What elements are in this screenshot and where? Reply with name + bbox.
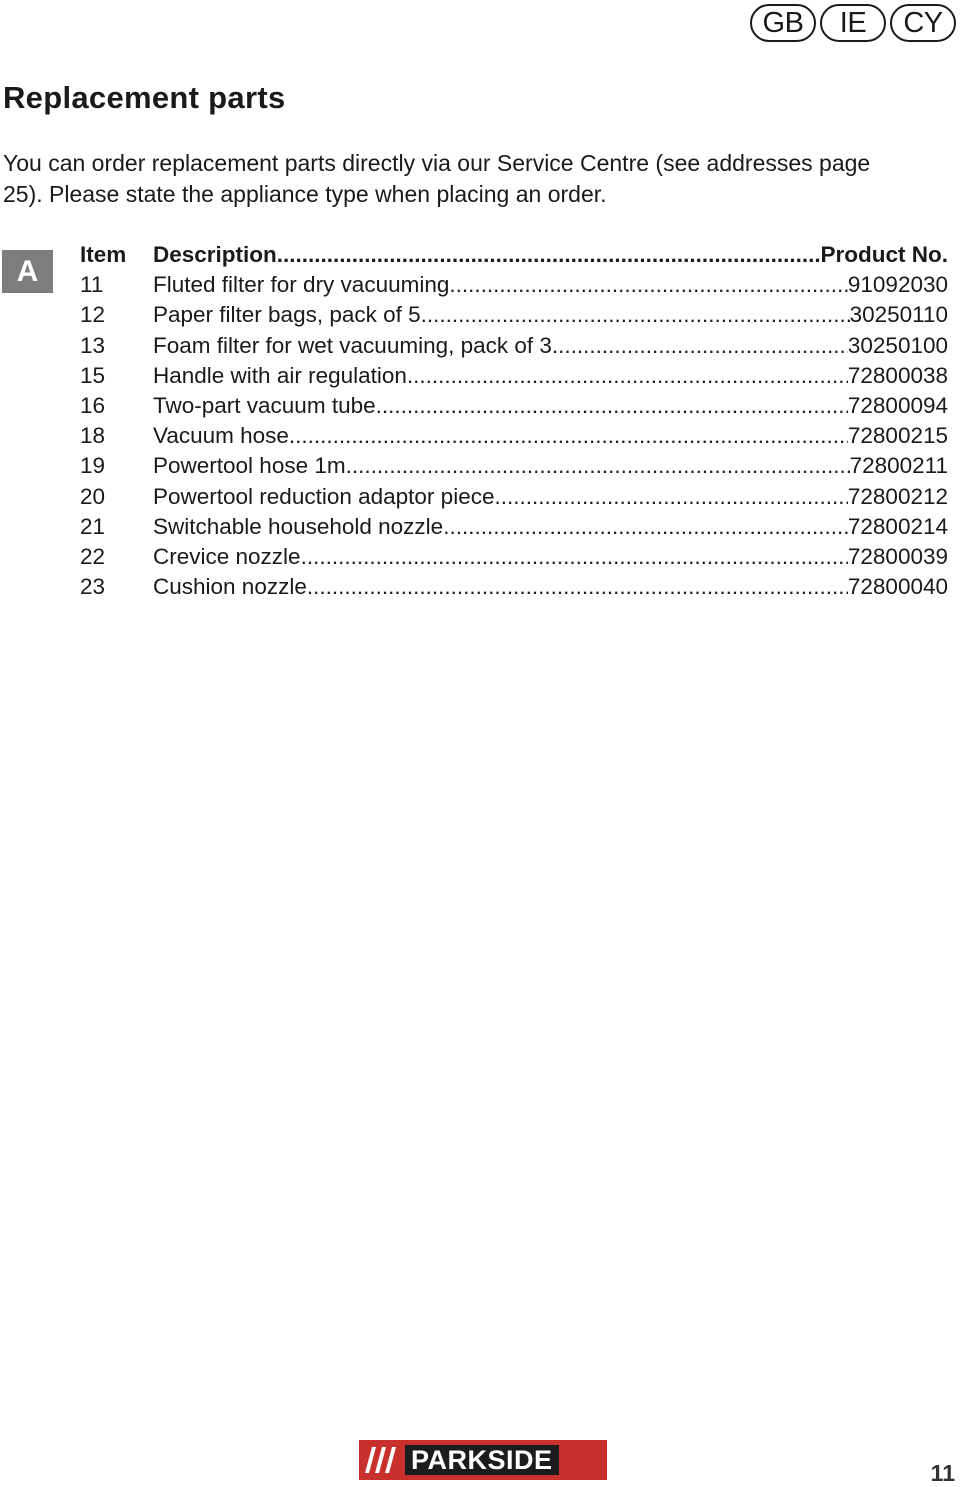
dot-leader [552, 333, 848, 359]
item-number: 11 [80, 272, 104, 298]
parts-table [80, 240, 948, 602]
country-badge-ie: IE [820, 4, 886, 42]
product-number: 72800212 [847, 483, 948, 509]
parts-table-header [80, 240, 948, 270]
part-description: Crevice nozzle [153, 543, 301, 569]
country-badge-cy: CY [890, 4, 956, 42]
table-row [80, 361, 948, 391]
dot-leader [277, 242, 821, 268]
product-number: 72800038 [847, 362, 948, 388]
table-row [80, 482, 948, 512]
slash-stripes-icon [359, 1440, 399, 1480]
item-number: 16 [80, 393, 106, 419]
header-product-no: Product No. [820, 242, 948, 268]
page-number: 11 [930, 1460, 955, 1486]
table-row [80, 572, 948, 602]
part-description: Switchable household nozzle [153, 513, 444, 539]
country-code-badges [750, 4, 956, 42]
parkside-logo [359, 1440, 607, 1480]
part-description: Cushion nozzle [153, 574, 307, 600]
table-row [80, 512, 948, 542]
part-description: Vacuum hose [153, 423, 289, 449]
dot-leader [443, 514, 848, 540]
product-number: 72800214 [847, 513, 948, 539]
item-number: 19 [80, 453, 106, 479]
table-row [80, 542, 948, 572]
part-description: Powertool hose 1m [153, 453, 346, 479]
item-number: 21 [80, 513, 106, 539]
dot-leader [301, 544, 848, 570]
page-title: Replacement parts [3, 80, 286, 115]
table-row [80, 421, 948, 451]
item-number: 22 [80, 543, 106, 569]
product-number: 30250100 [847, 332, 948, 358]
table-row [80, 451, 948, 481]
dot-leader [494, 484, 847, 510]
part-description: Two-part vacuum tube [153, 393, 376, 419]
intro-paragraph: You can order replacement parts directly via our Service Centre (see addresses page 25). Please state the appliance type when placing an order. [3, 150, 871, 207]
table-row [80, 270, 948, 300]
item-number: 20 [80, 483, 106, 509]
product-number: 72800040 [847, 574, 948, 600]
item-number: 15 [80, 362, 106, 388]
part-description: Handle with air regulation [153, 362, 407, 388]
dot-leader [449, 272, 848, 298]
item-number: 23 [80, 574, 106, 600]
dot-leader [346, 453, 850, 479]
dot-leader [307, 574, 848, 600]
table-row [80, 300, 948, 330]
dot-leader [289, 423, 848, 449]
table-row [80, 391, 948, 421]
part-description: Foam filter for wet vacuuming, pack of 3 [153, 332, 552, 358]
header-description: Description [153, 242, 277, 268]
dot-leader [407, 363, 848, 389]
item-number: 18 [80, 423, 106, 449]
part-description: Paper filter bags, pack of 5 [153, 302, 421, 328]
table-row [80, 331, 948, 361]
product-number: 72800039 [847, 543, 948, 569]
country-badge-gb: GB [750, 4, 816, 42]
product-number: 91092030 [847, 272, 948, 298]
product-number: 30250110 [849, 302, 948, 328]
dot-leader [376, 393, 848, 419]
item-number: 13 [80, 332, 106, 358]
logo-wordmark: PARKSIDE [405, 1445, 559, 1475]
section-marker: A [2, 250, 53, 293]
product-number: 72800215 [847, 423, 948, 449]
part-description: Fluted filter for dry vacuuming [153, 272, 450, 298]
header-item: Item [80, 242, 127, 268]
part-description: Powertool reduction adaptor piece [153, 483, 495, 509]
item-number: 12 [80, 302, 106, 328]
dot-leader [421, 302, 850, 328]
product-number: 72800211 [849, 453, 948, 479]
product-number: 72800094 [847, 393, 948, 419]
